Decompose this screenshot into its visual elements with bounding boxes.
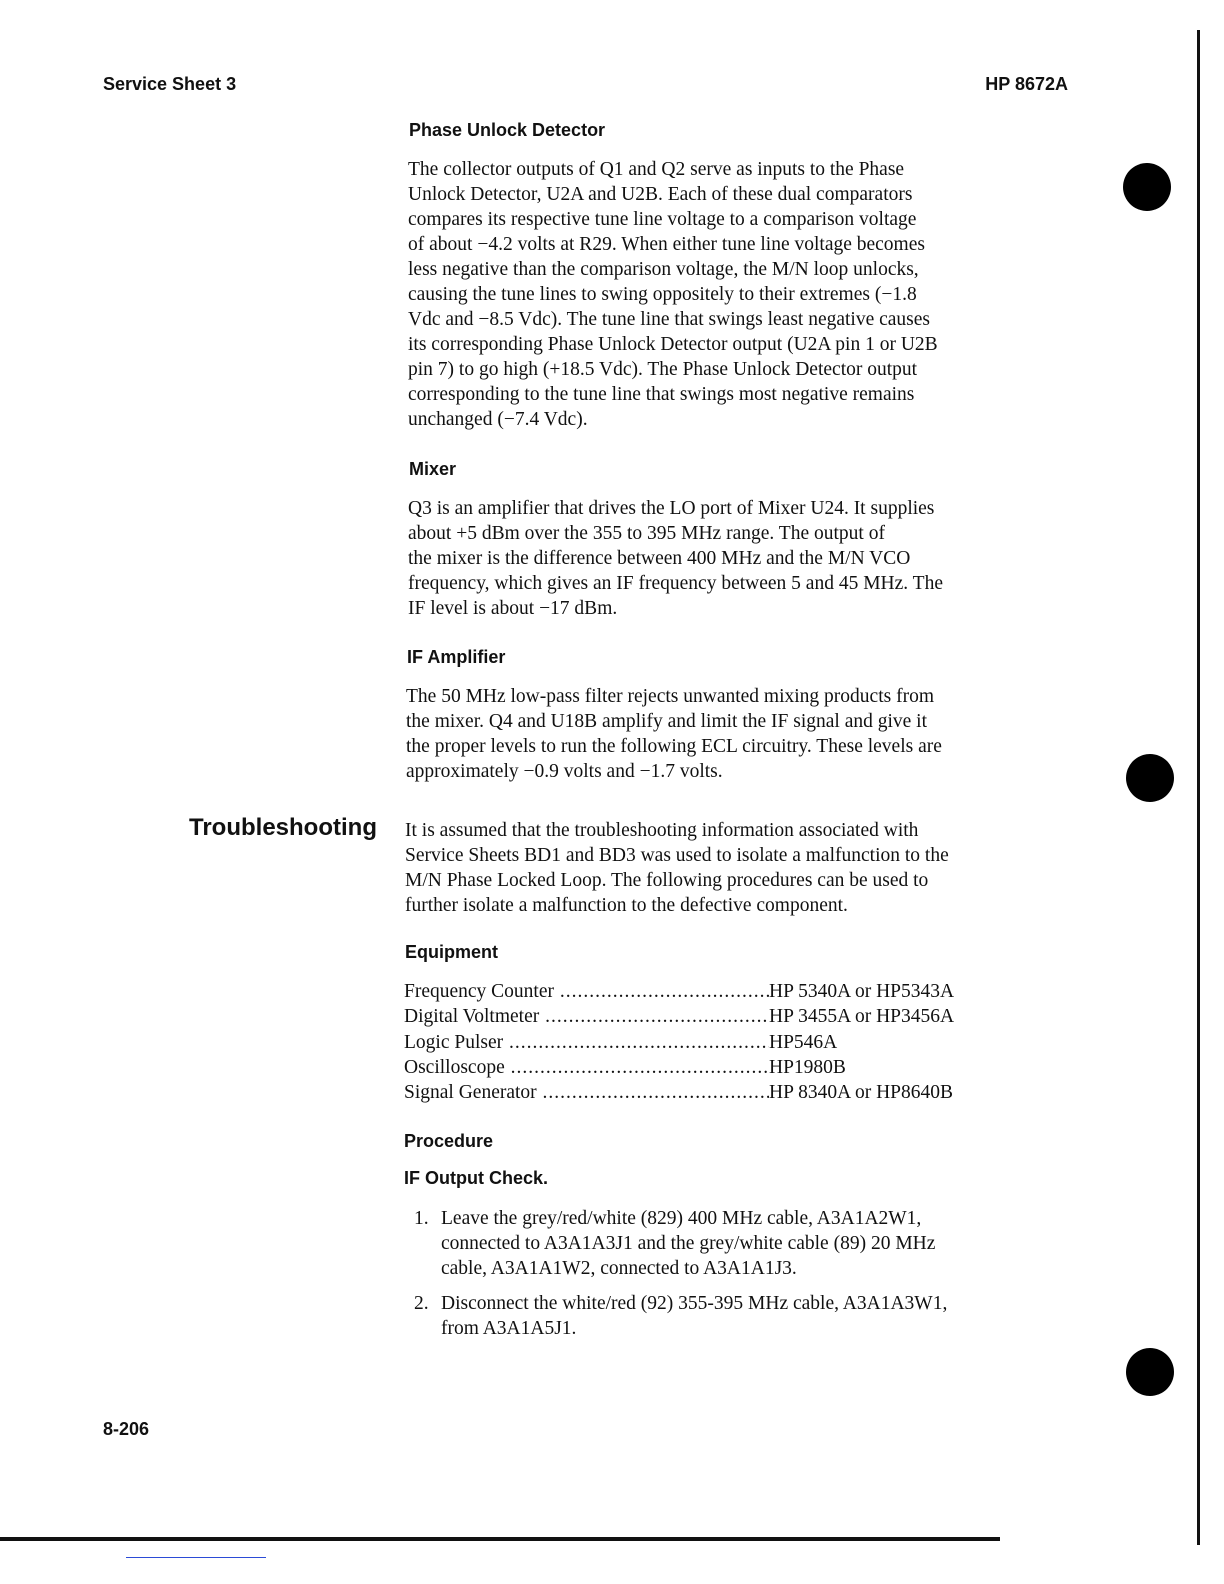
- text-line: compares its respective tune line voltage to a comparison voltage: [408, 209, 917, 230]
- text-line: connected to A3A1A3J1 and the grey/white cable (89) 20 MHz: [441, 1233, 936, 1254]
- text-line: It is assumed that the troubleshooting information associated with: [405, 820, 919, 841]
- mixer-paragraph: [408, 496, 1073, 621]
- equipment-row: [404, 1055, 1044, 1080]
- if-amplifier-heading: IF Amplifier: [407, 647, 506, 667]
- text-line: unchanged (−7.4 Vdc).: [408, 409, 588, 430]
- binder-hole-middle: [1126, 754, 1174, 802]
- text-line: Unlock Detector, U2A and U2B. Each of these dual comparators: [408, 184, 913, 205]
- text-line: the proper levels to run the following ECL circuitry. These levels are: [406, 736, 942, 757]
- text-line: frequency, which gives an IF frequency between 5 and 45 MHz. The: [408, 573, 943, 594]
- step-number: 1.: [414, 1208, 429, 1229]
- equipment-row: [404, 1080, 1044, 1105]
- bottom-rule: [0, 1537, 1000, 1541]
- equipment-heading: Equipment: [405, 942, 498, 962]
- service-sheet-label: Service Sheet 3: [103, 74, 237, 94]
- text-line: The 50 MHz low-pass filter rejects unwanted mixing products from: [406, 686, 934, 707]
- binder-hole-top: [1123, 163, 1171, 211]
- equipment-row: [404, 979, 1044, 1004]
- troubleshooting-paragraph: [405, 818, 1070, 918]
- text-line: Leave the grey/red/white (829) 400 MHz cable, A3A1A2W1,: [441, 1208, 922, 1229]
- text-line: Vdc and −8.5 Vdc). The tune line that swings least negative causes: [408, 309, 931, 330]
- equipment-name: Logic Pulser .....: [404, 1030, 769, 1055]
- page-edge-line: [1197, 30, 1200, 1545]
- scan-artifact-line: [126, 1557, 266, 1558]
- equipment-row: [404, 1030, 1044, 1055]
- text-line: further isolate a malfunction to the defective component.: [405, 895, 848, 916]
- text-line: the mixer is the difference between 400 MHz and the M/N VCO: [408, 548, 911, 569]
- procedure-step: [414, 1291, 1074, 1341]
- text-line: less negative than the comparison voltage, the M/N loop unlocks,: [408, 259, 919, 280]
- model-label: HP 8672A: [985, 74, 1068, 94]
- mixer-heading: Mixer: [409, 459, 457, 479]
- text-line: about +5 dBm over the 355 to 395 MHz range. The output of: [408, 523, 885, 544]
- equipment-name: Signal Generator .....: [404, 1080, 769, 1105]
- if-amplifier-paragraph: [406, 684, 1071, 784]
- text-line: Q3 is an amplifier that drives the LO port of Mixer U24. It supplies: [408, 498, 935, 519]
- text-line: the mixer. Q4 and U18B amplify and limit the IF signal and give it: [406, 711, 928, 732]
- equipment-model: HP 5340A or HP5343A: [769, 981, 955, 1002]
- text-line: causing the tune lines to swing oppositely to their extremes (−1.8: [408, 284, 917, 305]
- step-text: [441, 1206, 1074, 1281]
- text-line: Disconnect the white/red (92) 355-395 MHz cable, A3A1A3W1,: [441, 1293, 948, 1314]
- page-number: 8-206: [103, 1419, 150, 1439]
- text-line: corresponding to the tune line that swings most negative remains: [408, 384, 915, 405]
- procedure-step: [414, 1206, 1074, 1281]
- if-output-check-heading: IF Output Check.: [404, 1168, 548, 1188]
- equipment-list: [404, 979, 1044, 1105]
- phase-unlock-heading: Phase Unlock Detector: [409, 120, 606, 140]
- step-number: 2.: [414, 1293, 429, 1314]
- equipment-model: HP1980B: [769, 1056, 846, 1078]
- equipment-model: HP 8340A or HP8640B: [769, 1082, 954, 1104]
- text-line: M/N Phase Locked Loop. The following procedures can be used to: [405, 870, 929, 891]
- phase-unlock-paragraph: [408, 157, 1073, 432]
- equipment-model: HP 3455A or HP3456A: [769, 1006, 955, 1028]
- equipment-name: Oscilloscope .....: [404, 1055, 769, 1080]
- binder-hole-bottom: [1126, 1348, 1174, 1396]
- text-line: The collector outputs of Q1 and Q2 serve as inputs to the Phase: [408, 159, 905, 180]
- equipment-model: HP546A: [769, 1031, 838, 1053]
- equipment-row: [404, 1004, 1044, 1029]
- troubleshooting-heading: Troubleshooting: [189, 814, 377, 841]
- step-text: [441, 1291, 1074, 1341]
- equipment-name: Digital Voltmeter .....: [404, 1004, 769, 1029]
- text-line: IF level is about −17 dBm.: [408, 598, 618, 619]
- text-line: approximately −0.9 volts and −1.7 volts.: [406, 761, 723, 782]
- text-line: from A3A1A5J1.: [441, 1318, 577, 1339]
- text-line: Service Sheets BD1 and BD3 was used to isolate a malfunction to the: [405, 845, 949, 866]
- text-line: its corresponding Phase Unlock Detector output (U2A pin 1 or U2B: [408, 334, 938, 355]
- text-line: pin 7) to go high (+18.5 Vdc). The Phase Unlock Detector output: [408, 359, 918, 380]
- text-line: cable, A3A1A1W2, connected to A3A1A1J3.: [441, 1258, 797, 1279]
- equipment-name: Frequency Counter .....: [404, 979, 769, 1004]
- procedure-heading: Procedure: [404, 1131, 494, 1151]
- text-line: of about −4.2 volts at R29. When either tune line voltage becomes: [408, 234, 925, 255]
